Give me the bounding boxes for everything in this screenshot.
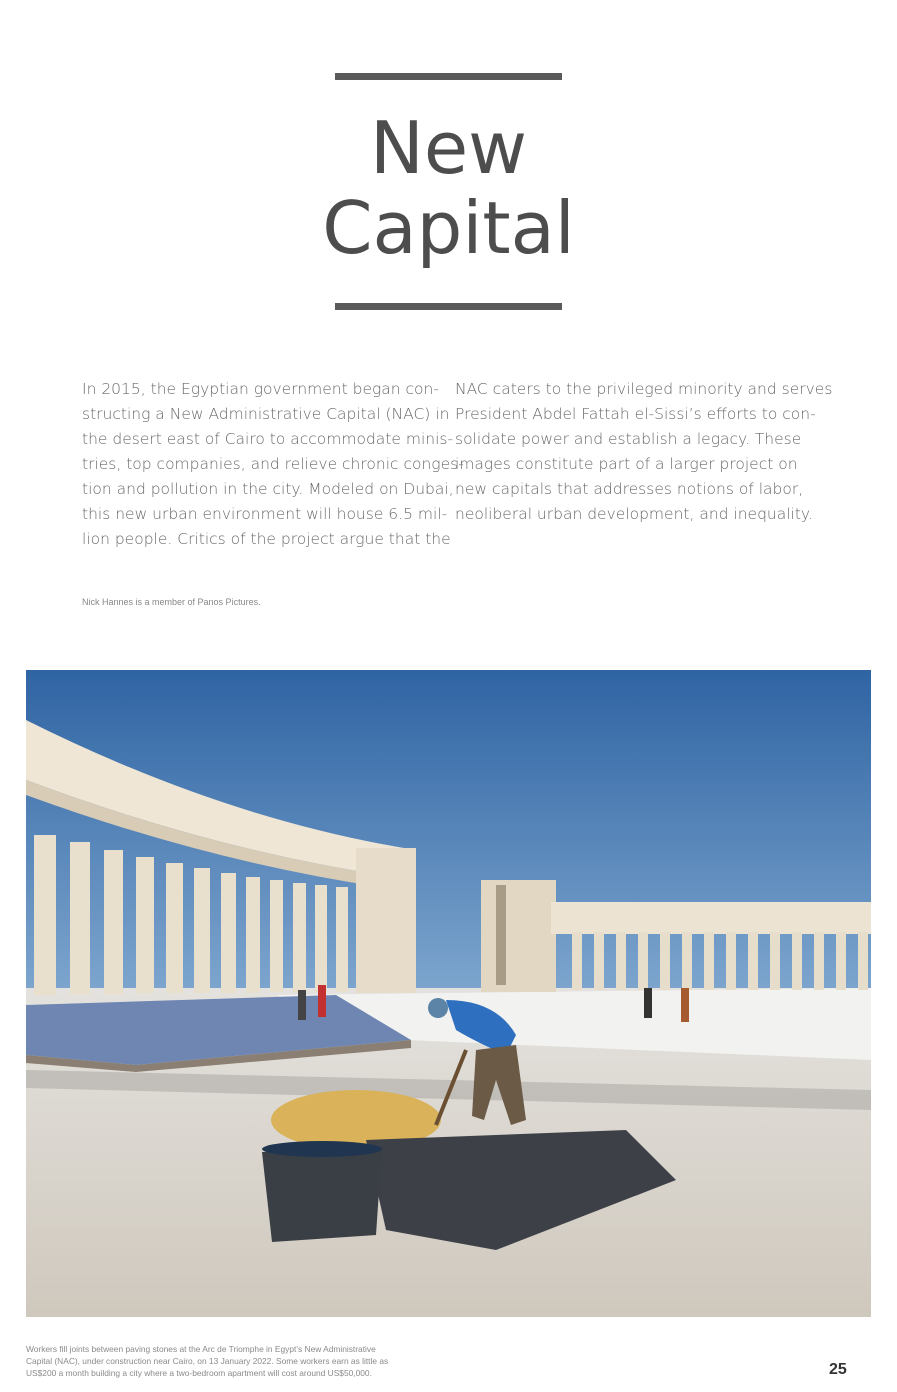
body-line: neoliberal urban development, and inequality. bbox=[455, 505, 813, 523]
body-line: In 2015, the Egyptian government began con- bbox=[82, 380, 439, 398]
photo-illustration bbox=[26, 670, 871, 1317]
caption-line: Capital (NAC), under construction near Cairo, on 13 January 2022. Some workers earn as little as bbox=[26, 1356, 389, 1366]
title-rule-top bbox=[335, 73, 562, 80]
body-line: the desert east of Cairo to accommodate minis- bbox=[82, 430, 454, 448]
photographer-credit: Nick Hannes is a member of Panos Pictures. bbox=[82, 597, 261, 607]
page-number: 25 bbox=[829, 1361, 847, 1378]
body-line: tries, top companies, and relieve chronic conges- bbox=[82, 455, 464, 473]
title-line-1: New bbox=[369, 106, 528, 190]
title-line-2: Capital bbox=[322, 186, 575, 270]
body-column-left bbox=[82, 377, 464, 552]
title-rule-bottom bbox=[335, 303, 562, 310]
body-line: structing a New Administrative Capital (NAC) in bbox=[82, 405, 450, 423]
body-line: new capitals that addresses notions of labor, bbox=[455, 480, 804, 498]
body-line: lion people. Critics of the project argue that the bbox=[82, 530, 451, 548]
body-line: tion and pollution in the city. Modeled on Dubai, bbox=[82, 480, 454, 498]
body-line: this new urban environment will house 6.5 mil- bbox=[82, 505, 448, 523]
body-column-right bbox=[455, 377, 833, 527]
body-line: images constitute part of a larger project on bbox=[455, 455, 798, 473]
body-line: solidate power and establish a legacy. These bbox=[455, 430, 802, 448]
photo-caption bbox=[26, 1343, 466, 1379]
feature-photo bbox=[26, 670, 871, 1317]
article-title bbox=[250, 108, 647, 268]
body-line: President Abdel Fattah el-Sissi’s efforts to con- bbox=[455, 405, 816, 423]
caption-line: Workers fill joints between paving stones at the Arc de Triomphe in Egypt’s New Administrative bbox=[26, 1344, 376, 1354]
caption-line: US$200 a month building a city where a two-bedroom apartment will cost around US$50,000. bbox=[26, 1368, 372, 1378]
body-line: NAC caters to the privileged minority and serves bbox=[455, 380, 833, 398]
